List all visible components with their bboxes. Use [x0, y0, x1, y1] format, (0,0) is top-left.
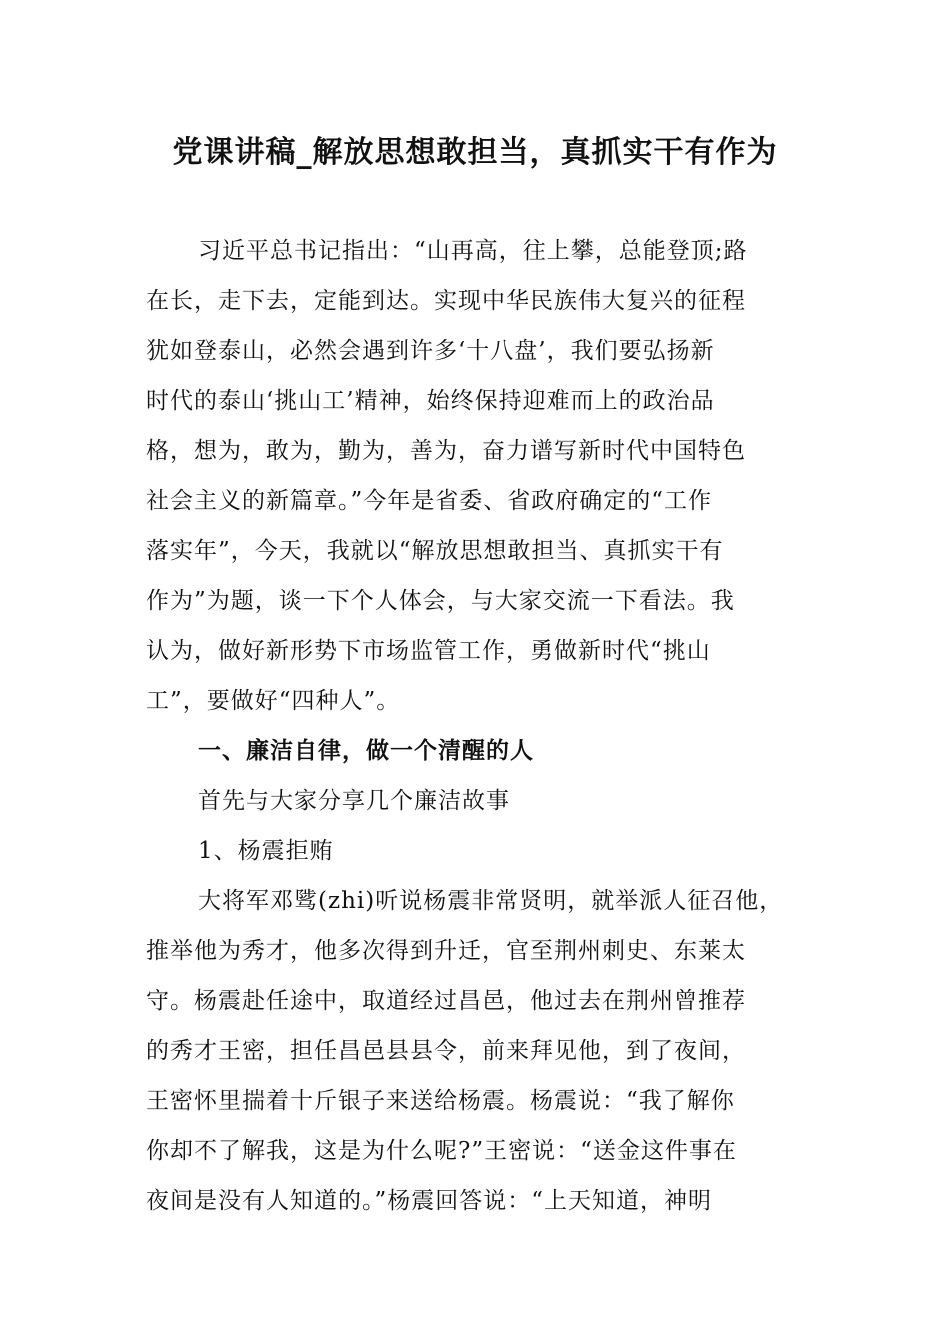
paragraph-line: 时代的泰山‘挑山工’精神，始终保持迎难而上的政治品	[146, 388, 715, 414]
paragraph-line: 推举他为秀才，他多次得到升迁，官至荆州刺史、东莱太	[146, 938, 746, 964]
paragraph-line: 格，想为，敢为，勤为，善为，奋力谱写新时代中国特色	[146, 438, 746, 464]
document-body	[146, 226, 822, 1226]
paragraph-line: 习近平总书记指出：“山再高，往上攀，总能登顶;路	[198, 238, 748, 264]
paragraph-line: 守。杨震赴任途中，取道经过昌邑，他过去在荆州曾推荐	[146, 988, 746, 1014]
section-heading: 一、廉洁自律，做一个清醒的人	[198, 737, 534, 764]
document-title: 党课讲稿_解放思想敢担当，真抓实干有作为	[172, 135, 778, 170]
paragraph-line: 认为，做好新形势下市场监管工作，勇做新时代“挑山	[146, 638, 711, 664]
paragraph-line: 落实年”，今天，我就以“解放思想敢担当、真抓实干有	[146, 538, 724, 564]
paragraph-line: 工”，要做好“四种人”。	[146, 688, 401, 714]
paragraph-line: 社会主义的新篇章。”今年是省委、省政府确定的“工作	[146, 488, 713, 514]
paragraph-line: 在长，走下去，定能到达。实现中华民族伟大复兴的征程	[146, 288, 746, 314]
subsection-heading: 1、杨震拒贿	[198, 838, 334, 864]
paragraph-line: 王密怀里揣着十斤银子来送给杨震。杨震说：“我了解你	[146, 1088, 735, 1114]
paragraph-line: 大将军邓骘(zhi)听说杨震非常贤明，就举派人征召他，	[198, 888, 784, 914]
paragraph-line: 你却不了解我，这是为什么呢?”王密说：“送金这件事在	[146, 1138, 737, 1164]
paragraph-line: 作为”为题，谈一下个人体会，与大家交流一下看法。我	[146, 588, 735, 614]
paragraph-line: 犹如登泰山，必然会遇到许多‘十八盘’，我们要弘扬新	[146, 338, 715, 364]
paragraph-line: 夜间是没有人知道的。”杨震回答说：“上天知道，神明	[146, 1188, 713, 1214]
paragraph-line: 的秀才王密，担任昌邑县县令，前来拜见他，到了夜间，	[146, 1038, 746, 1064]
paragraph-line: 首先与大家分享几个廉洁故事	[198, 788, 510, 814]
